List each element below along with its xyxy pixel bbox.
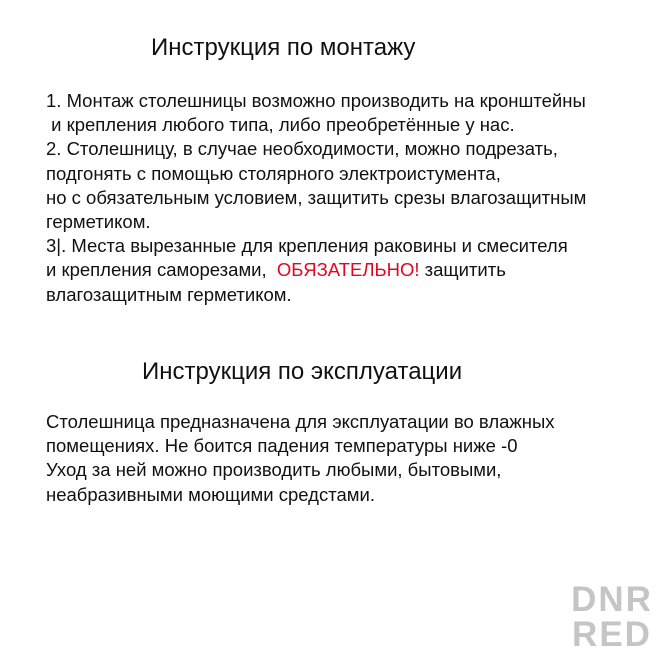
mounting-line: но с обязательным условием, защитить срезы влагозащитным [46, 186, 587, 208]
usage-instructions-text [46, 410, 555, 507]
mounting-line: 2. Столешницу, в случае необходимости, можно подрезать, [46, 138, 558, 160]
usage-line: помещениях. Не боится падения температуры ниже -0 [46, 435, 518, 457]
mandatory-warning: ОБЯЗАТЕЛЬНО! [276, 259, 420, 281]
mounting-line: герметиком. [46, 210, 151, 232]
mounting-line-text: защитить [419, 259, 506, 281]
mounting-line: 3|. Места вырезанные для крепления раковины и смесителя [46, 235, 568, 257]
mounting-instructions-text [46, 89, 586, 307]
mounting-line-with-warning [46, 258, 586, 282]
usage-line: Уход за ней можно производить любыми, бытовыми, [46, 459, 502, 481]
mounting-line: 1. Монтаж столешницы возможно производить на кронштейны [46, 90, 586, 111]
dnr-red-watermark [566, 582, 658, 658]
mounting-instructions-title: Инструкция по монтажу [151, 34, 416, 61]
mounting-line: подгонять с помощью столярного электроистумента, [46, 162, 501, 184]
mounting-line: влагозащитным герметиком. [46, 283, 292, 305]
usage-line: неабразивными моющими средстами. [46, 483, 375, 505]
mounting-line: и крепления любого типа, либо преобретённые у нас. [46, 114, 515, 136]
mounting-line-text: и крепления саморезами, [46, 259, 277, 281]
watermark-line: DNR [571, 580, 653, 619]
usage-line: Столешница предназначена для эксплуатации во влажных [46, 411, 555, 432]
usage-instructions-title: Инструкция по эксплуатации [142, 358, 463, 385]
watermark-line: RED [572, 615, 652, 654]
